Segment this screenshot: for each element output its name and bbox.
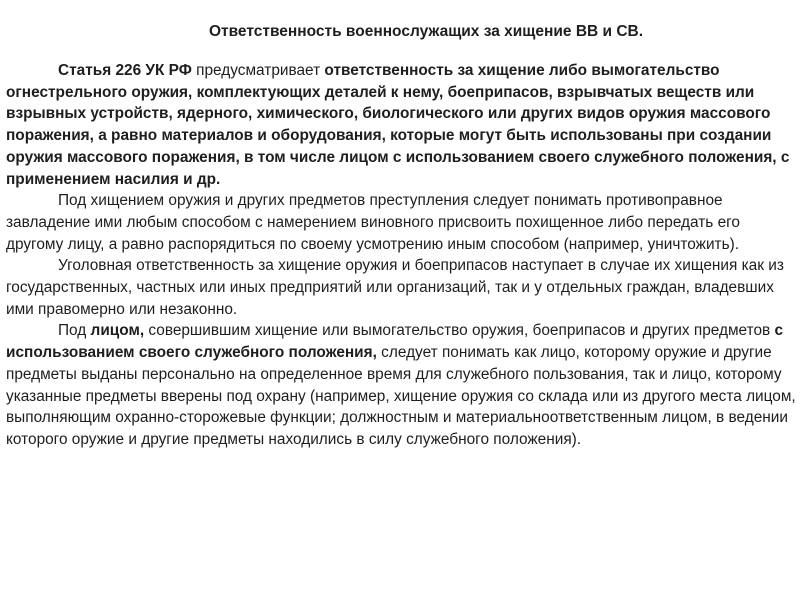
text-segment: предусматривает [191, 62, 325, 79]
body-text [6, 60, 796, 451]
text-segment: Под хищением оружия и других предметов преступления следует понимать противоправное завладение ими любым способом с намерением виновного присвоить похищенное либо передать его другому лицу, а равно распорядиться по своему усмотрению иным способом (например, уничтожить). [6, 192, 740, 253]
text-segment: ответственность за хищение либо вымогательство огнестрельного оружия, комплектующих деталей к нему, боеприпасов, взрывчатых веществ или взрывных устройств, ядерного, химического, биологического или других видов оружия массового поражения, а равно материалов и оборудования, которые могут быть использованы при создании оружия массового поражения, в том числе лицом с использованием своего служебного положения, с применением насилия и др. [6, 62, 790, 188]
text-segment: с использованием своего служебного положения, [6, 322, 784, 362]
text-segment: лицом, [90, 322, 145, 340]
text-segment: совершившим хищение или вымогательство оружия, боеприпасов и других предметов [144, 322, 775, 340]
text-segment: Уголовная ответственность за хищение оружия и боеприпасов наступает в случае их хищения как из государственных, частных или иных предприятий или организаций, так и у отдельных граждан, владевших ими правомерно или незаконно. [6, 257, 784, 318]
paragraph-article-226 [6, 60, 796, 190]
paragraph-official-position [6, 320, 796, 450]
paragraph-criminal-liability [6, 255, 796, 320]
paragraph-theft-definition [6, 190, 796, 255]
text-segment: Под [58, 322, 91, 340]
page-title: Ответственность военнослужащих за хищение ВВ и СВ. [208, 23, 644, 40]
text-segment: Статья 226 УК РФ [58, 62, 192, 79]
text-segment: следует понимать как лицо, которому оружие и другие предметы выданы персонально на определенное время для служебного пользования, так и лицо, которому указанные предметы вверены под охрану (например, хищение оружия со склада или из другого места лицом, выполняющим охранно-сторожевые функции; должностным и материальноответственным лицом, в ведении которого оружие и другие предметы находились в силу служебного положения). [6, 344, 796, 448]
